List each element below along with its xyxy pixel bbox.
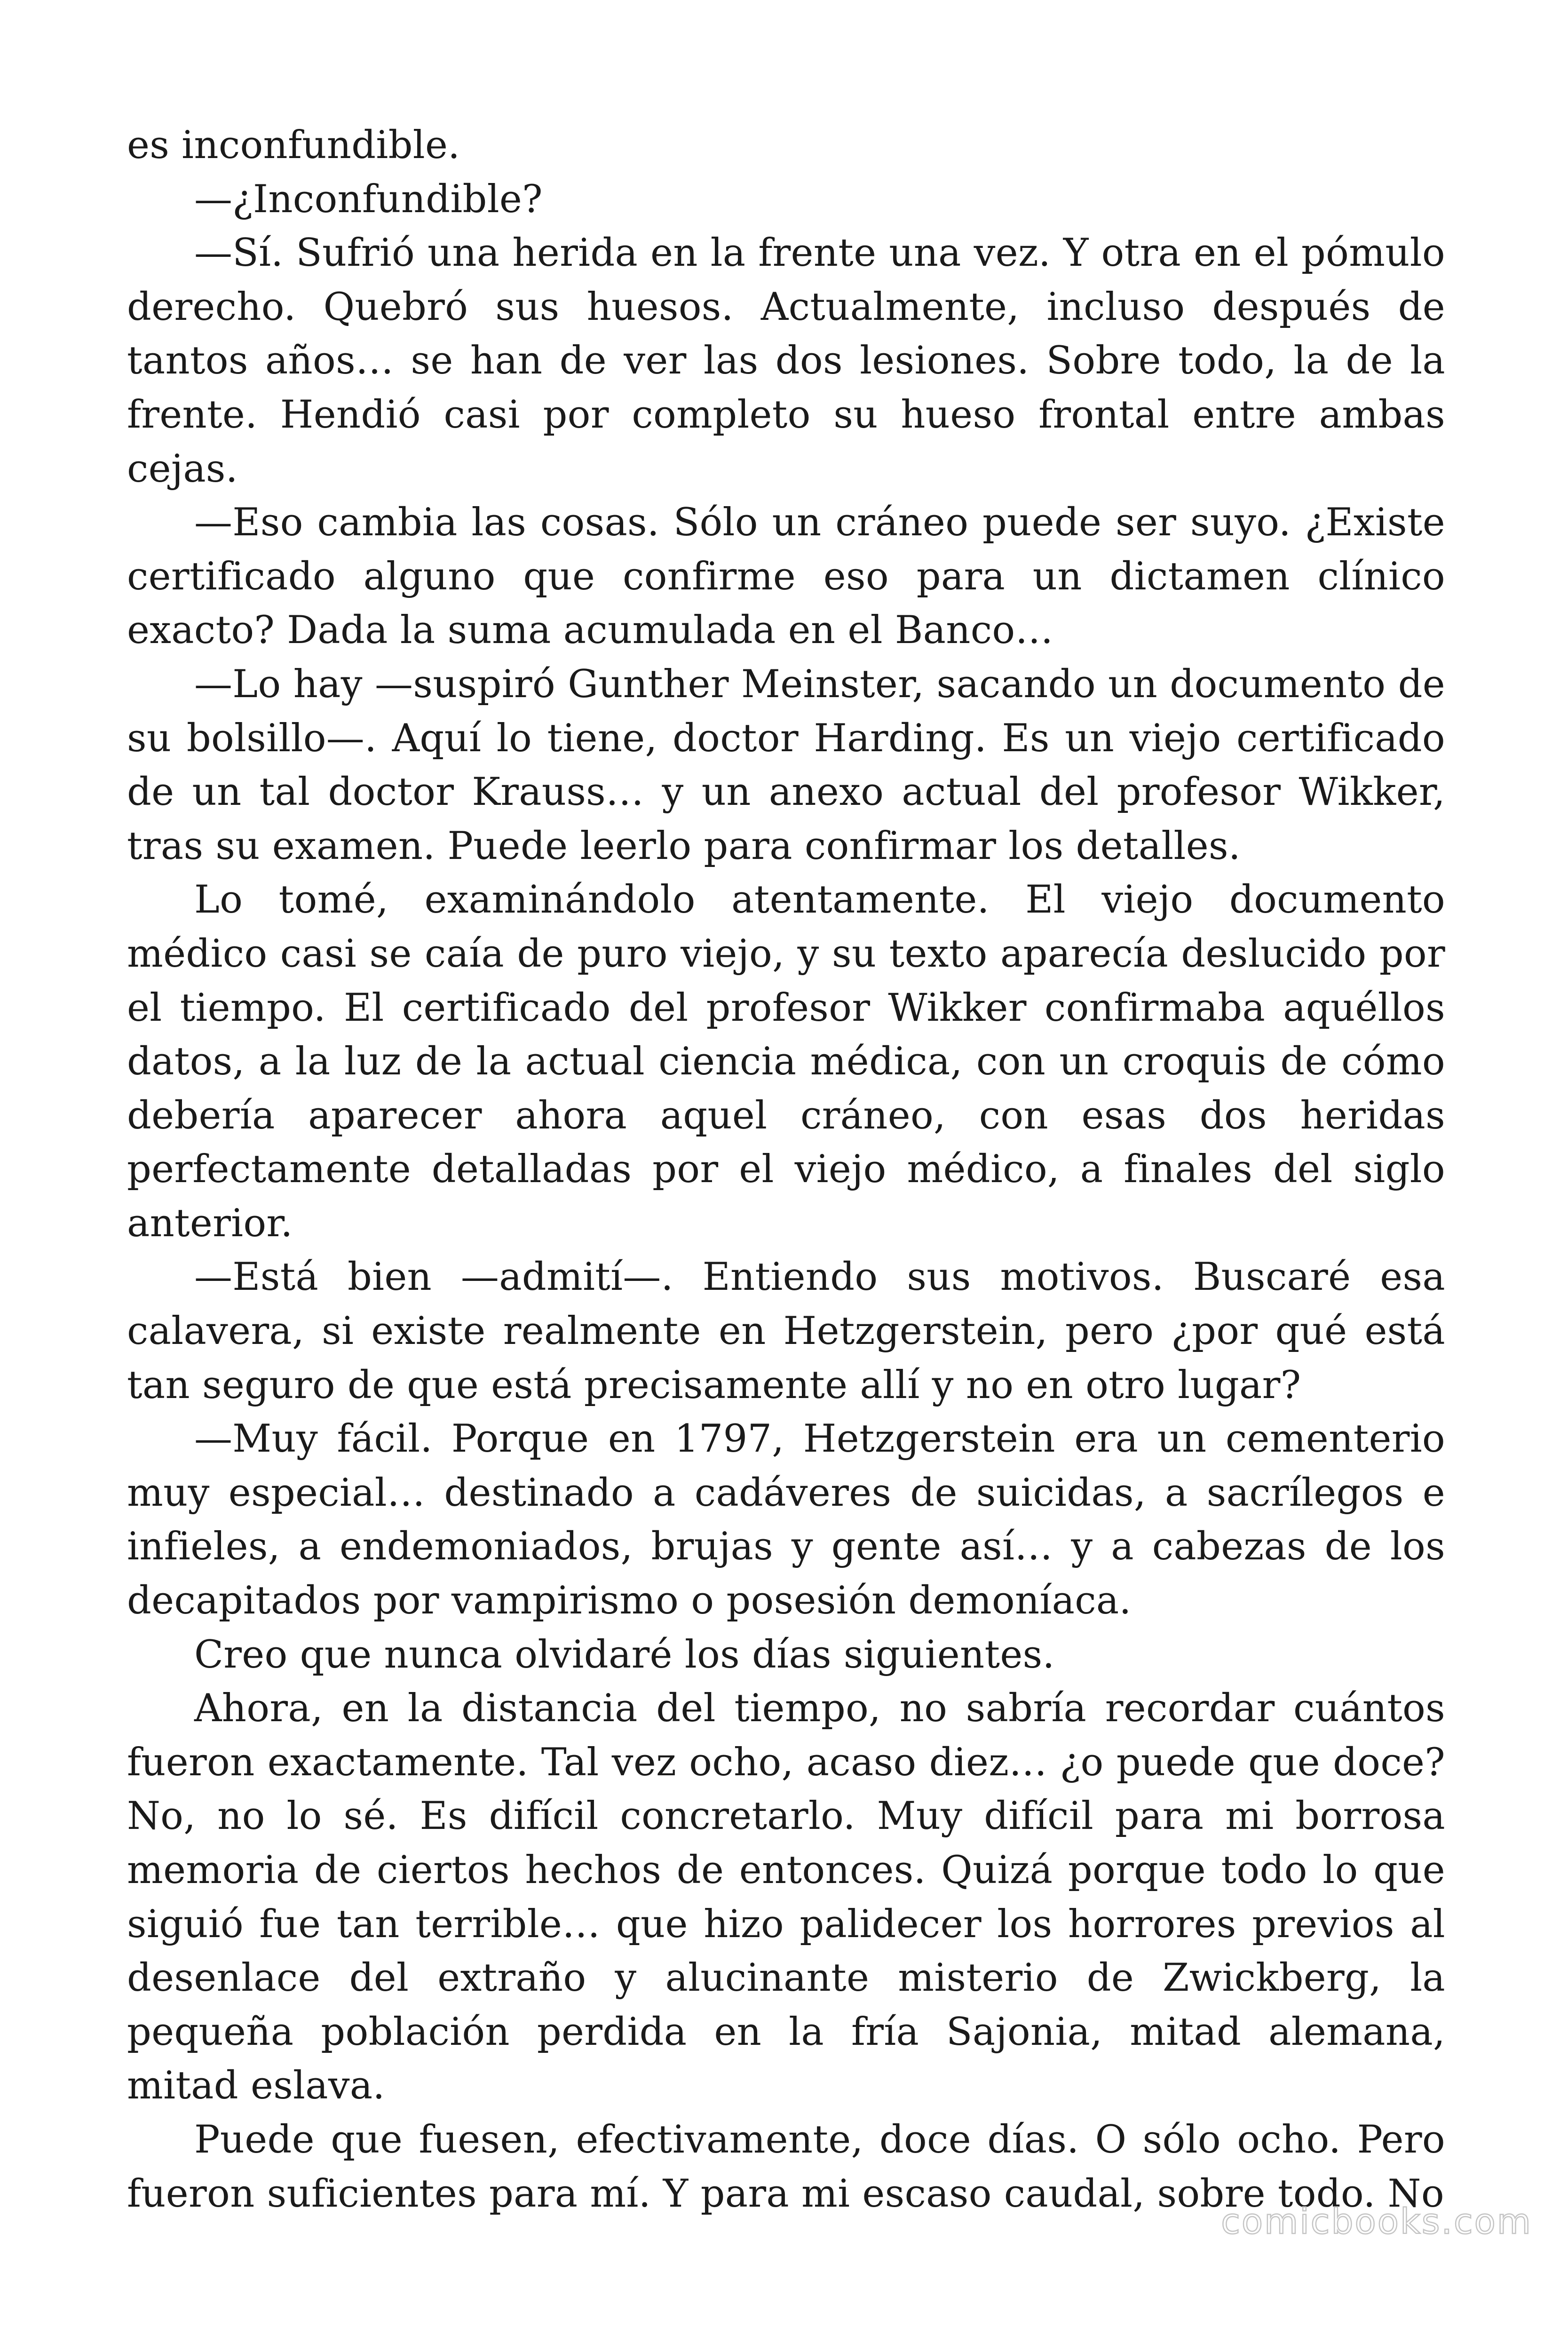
paragraph: —Eso cambia las cosas. Sólo un cráneo puede ser suyo. ¿Existe certificado alguno que confirme eso para un dictamen clínico exacto? Dada la suma acumulada en el Banco…	[127, 501, 1445, 653]
paragraph: Creo que nunca olvidaré los días siguientes.	[194, 1632, 1055, 1677]
paragraph: es inconfundible.	[127, 123, 460, 167]
paragraph: —¿Inconfundible?	[194, 177, 543, 222]
paragraph: —Lo hay —suspiró Gunther Meinster, sacando un documento de su bolsillo—. Aquí lo tiene, doctor Harding. Es un viejo certificado de un tal doctor Krauss… y un anexo actual del profesor Wikker, tras su examen. Puede leerlo para confirmar los detalles.	[127, 662, 1445, 868]
paragraph: Lo tomé, examinándolo atentamente. El viejo documento médico casi se caía de puro viejo, y su texto aparecía deslucido por el tiempo. El certificado del profesor Wikker confirmaba aquéllos datos, a la luz de la actual ciencia médica, con un croquis de cómo debería aparecer ahora aquel cráneo, con esas dos heridas perfectamente detalladas por el viejo médico, a finales del siglo anterior.	[127, 878, 1445, 1246]
paragraph: —Sí. Sufrió una herida en la frente una vez. Y otra en el pómulo derecho. Quebró sus huesos. Actualmente, incluso después de tantos años… se han de ver las dos lesiones. Sobre todo, la de la frente. Hendió casi por completo su hueso frontal entre ambas cejas.	[127, 231, 1445, 491]
paragraph: —Está bien —admití—. Entiendo sus motivos. Buscaré esa calavera, si existe realmente en Hetzgerstein, pero ¿por qué está tan seguro de que está precisamente allí y no en otro lugar?	[127, 1255, 1445, 1407]
paragraph: Ahora, en la distancia del tiempo, no sabría recordar cuántos fueron exactamente. Tal vez ocho, acaso diez… ¿o puede que doce? No, no lo sé. Es difícil concretarlo. Muy difícil para mi borrosa memoria de ciertos hechos de entonces. Quizá porque todo lo que siguió fue tan terrible… que hizo palidecer los horrores previos al desenlace del extraño y alucinante misterio de Zwickberg, la pequeña población perdida en la fría Sajonia, mitad alemana, mitad eslava.	[127, 1686, 1445, 2108]
watermark: comicbooks.com	[1221, 2201, 1532, 2242]
paragraph: Puede que fuesen, efectivamente, doce días. O sólo ocho. Pero fueron suficientes para mí. Y para mi escaso caudal, sobre todo. No	[127, 2117, 1445, 2216]
paragraph: —Muy fácil. Porque en 1797, Hetzgerstein era un cementerio muy especial… destinado a cadáveres de suicidas, a sacrílegos e infieles, a endemoniados, brujas y gente así… y a cabezas de los decapitados por vampirismo o posesión demoníaca.	[127, 1417, 1445, 1623]
book-page-text	[127, 119, 1445, 2221]
